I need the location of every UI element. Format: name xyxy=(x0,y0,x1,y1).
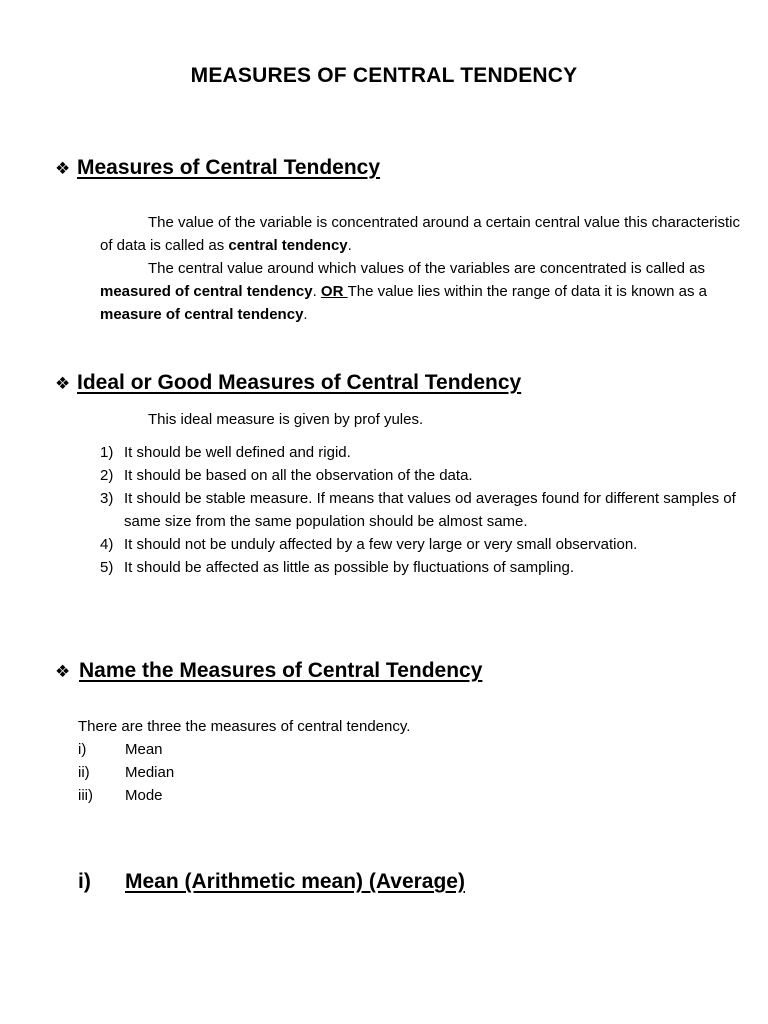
diamond-bullet-icon: ❖ xyxy=(55,662,71,681)
document-title: MEASURES OF CENTRAL TENDENCY xyxy=(190,64,578,87)
section-heading-name-measures: ❖ Name the Measures of Central Tendency xyxy=(55,659,483,682)
list-item: 1) It should be well defined and rigid. xyxy=(100,444,351,461)
list-item: 3) It should be stable measure. If means that values od averages found for different samples of same size from the same population should be almost same. xyxy=(100,490,736,530)
measures-list xyxy=(78,738,174,807)
list-item: i) Mean xyxy=(78,741,163,758)
diamond-bullet-icon: ❖ xyxy=(55,374,71,393)
ideal-intro: This ideal measure is given by prof yules. xyxy=(148,411,424,428)
definition-paragraph-2: The central value around which values of the variables are concentrated is called as measured of central tendency. OR The value lies within the range of data it is known as a measure of central tendency. xyxy=(100,260,707,323)
list-item: 5) It should be affected as little as possible by fluctuations of sampling. xyxy=(100,559,574,576)
list-item: ii) Median xyxy=(78,764,175,781)
list-item: iii) Mode xyxy=(78,787,163,804)
mean-heading: i) Mean (Arithmetic mean) (Average) xyxy=(78,870,465,893)
list-item: 2) It should be based on all the observation of the data. xyxy=(100,467,473,484)
section-heading-measures: ❖ Measures of Central Tendency xyxy=(55,156,381,179)
list-item: 4) It should not be unduly affected by a few very large or very small observation. xyxy=(100,536,638,553)
measures-intro: There are three the measures of central tendency. xyxy=(78,718,411,735)
ideal-properties-list xyxy=(100,441,740,579)
diamond-bullet-icon: ❖ xyxy=(55,159,71,178)
definition-paragraph-1: The value of the variable is concentrated around a certain central value this characteristic of data is called as central tendency. xyxy=(100,214,740,254)
section-heading-ideal-measures: ❖ Ideal or Good Measures of Central Tendency xyxy=(55,371,522,394)
